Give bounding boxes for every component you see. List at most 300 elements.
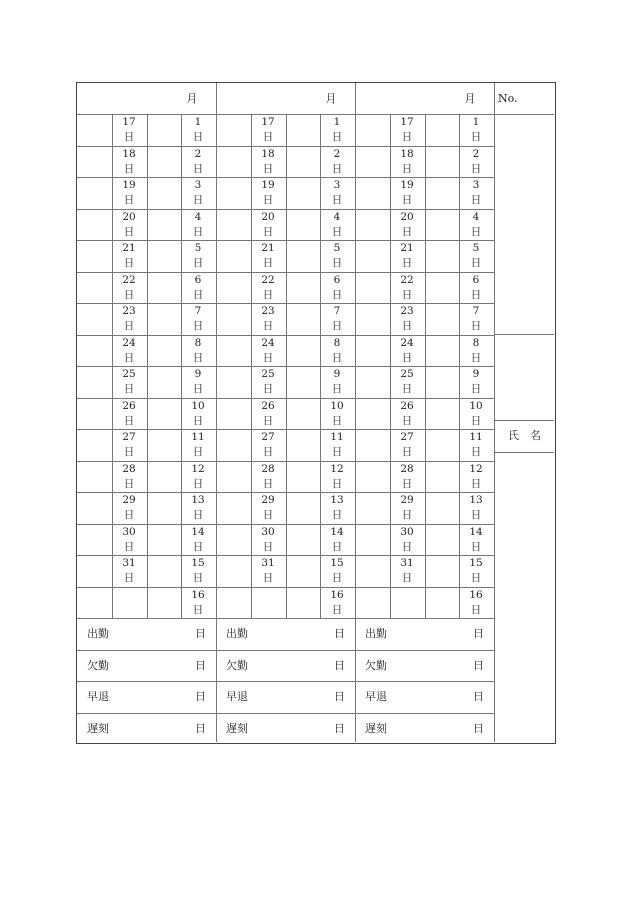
summary-unit: 日 [473,721,484,735]
month-label: 月 [464,92,476,105]
day-number-right [464,336,488,366]
day-number-right [186,178,210,208]
day-unit: 日 [192,477,204,490]
day-unit: 日 [331,320,343,332]
day-digit: 31 [122,557,136,569]
day-unit: 日 [192,414,204,427]
day-digit: 19 [122,179,136,191]
day-number-left [395,430,419,460]
day-number-right [325,273,349,303]
day-number-left [117,304,141,334]
day-digit: 28 [261,462,275,475]
day-unit: 日 [331,509,343,521]
day-digit: 26 [122,399,136,412]
day-unit: 日 [401,446,413,458]
day-digit: 8 [333,336,341,349]
day-digit: 13 [191,494,205,506]
day-digit: 15 [469,557,483,569]
day-unit: 日 [262,383,274,395]
day-unit: 日 [192,351,204,364]
day-digit: 30 [122,525,136,538]
day-row-divider [77,618,216,619]
day-unit: 日 [470,288,482,301]
day-number-right [186,367,210,397]
day-digit: 4 [472,210,480,223]
day-number-left [117,241,141,271]
day-number-right [186,399,210,429]
day-unit: 日 [192,288,204,301]
day-digit: 22 [122,273,136,286]
day-number-right [186,588,210,618]
day-number-left [256,525,280,555]
day-unit: 日 [262,288,274,301]
summary-unit: 日 [334,690,345,704]
day-digit: 1 [472,116,480,128]
day-number-left [395,525,419,555]
day-column-divider [251,114,252,618]
month-label: 月 [186,92,198,105]
right-column-divider-h [494,334,554,335]
day-unit: 日 [123,162,135,175]
summary-row-divider [355,713,494,714]
day-unit: 日 [470,383,482,395]
day-digit: 12 [330,462,344,475]
day-digit: 19 [400,179,414,191]
day-number-right [186,556,210,586]
day-unit: 日 [123,572,135,584]
day-column-divider [459,114,460,618]
day-number-right [186,493,210,523]
day-number-right [186,210,210,240]
summary-row-divider [77,681,216,682]
day-digit: 2 [194,147,202,160]
day-column-divider [286,114,287,618]
day-unit: 日 [192,572,204,584]
day-unit: 日 [401,383,413,395]
day-number-left [256,462,280,492]
day-number-left [117,399,141,429]
day-unit: 日 [123,194,135,206]
day-number-right [325,556,349,586]
day-unit: 日 [123,383,135,395]
day-unit: 日 [470,540,482,553]
day-digit: 9 [472,368,480,380]
day-digit: 10 [469,399,483,412]
day-number-right [186,430,210,460]
day-digit: 10 [191,399,205,412]
day-number-left [395,493,419,523]
day-unit: 日 [331,446,343,458]
day-number-right [325,304,349,334]
day-unit: 日 [262,320,274,332]
day-digit: 30 [400,525,414,538]
day-unit: 日 [401,509,413,521]
day-unit: 日 [401,288,413,301]
day-digit: 13 [469,494,483,506]
day-number-left [117,115,141,145]
day-digit: 24 [400,336,414,349]
day-number-right [464,556,488,586]
day-column-divider [147,114,148,618]
day-digit: 29 [261,494,275,506]
day-digit: 28 [122,462,136,475]
day-number-right [186,304,210,334]
day-number-right [464,147,488,177]
day-unit: 日 [192,603,204,616]
day-digit: 17 [400,116,414,128]
day-unit: 日 [331,131,343,143]
day-digit: 20 [122,210,136,223]
summary-label: 出勤 [87,627,109,640]
day-number-left [395,147,419,177]
summary-unit: 日 [195,627,206,640]
summary-label: 出勤 [226,627,248,640]
day-unit: 日 [123,509,135,521]
day-number-right [464,430,488,460]
day-digit: 8 [194,336,202,349]
day-unit: 日 [401,320,413,332]
day-unit: 日 [401,477,413,490]
day-unit: 日 [470,162,482,175]
day-digit: 29 [122,494,136,506]
day-digit: 3 [194,179,202,191]
day-unit: 日 [331,351,343,364]
day-unit: 日 [192,320,204,332]
day-digit: 29 [400,494,414,506]
day-number-left [395,367,419,397]
day-unit: 日 [192,194,204,206]
day-unit: 日 [262,194,274,206]
summary-unit: 日 [334,627,345,640]
day-unit: 日 [470,225,482,238]
day-number-right [186,525,210,555]
day-number-right [186,115,210,145]
day-digit: 6 [194,273,202,286]
day-unit: 日 [123,540,135,553]
day-number-left [117,525,141,555]
day-number-right [186,147,210,177]
day-digit: 5 [333,242,341,254]
summary-unit: 日 [195,721,206,735]
attendance-sheet [76,82,556,744]
day-number-left [395,462,419,492]
day-digit: 21 [400,242,414,254]
day-unit: 日 [470,509,482,521]
day-unit: 日 [331,477,343,490]
day-digit: 24 [261,336,275,349]
day-number-left [395,115,419,145]
day-number-right [464,525,488,555]
day-number-right [325,367,349,397]
day-number-left [395,241,419,271]
day-row-divider [355,618,494,619]
day-digit: 20 [400,210,414,223]
day-unit: 日 [401,414,413,427]
day-digit: 14 [469,525,483,538]
day-unit: 日 [401,540,413,553]
summary-unit: 日 [473,658,484,672]
summary-row-divider [355,650,494,651]
day-unit: 日 [192,225,204,238]
day-number-left [117,430,141,460]
day-digit: 16 [469,588,483,601]
day-digit: 16 [191,588,205,601]
day-number-left [395,556,419,586]
day-number-left [256,430,280,460]
day-digit: 23 [122,305,136,317]
day-number-right [186,241,210,271]
day-digit: 27 [122,431,136,443]
day-number-right [186,462,210,492]
day-digit: 26 [400,399,414,412]
day-digit: 18 [122,147,136,160]
block-divider [355,83,356,742]
day-digit: 12 [469,462,483,475]
summary-label: 欠勤 [87,658,109,672]
day-number-right [464,399,488,429]
day-unit: 日 [262,225,274,238]
day-number-left [117,147,141,177]
day-number-left [256,399,280,429]
day-number-left [117,556,141,586]
summary-label: 遅刻 [226,721,248,735]
day-unit: 日 [262,509,274,521]
day-number-right [464,178,488,208]
day-digit: 1 [333,116,341,128]
summary-unit: 日 [473,690,484,704]
day-unit: 日 [331,540,343,553]
day-unit: 日 [331,572,343,584]
day-number-right [464,115,488,145]
day-unit: 日 [470,446,482,458]
day-number-left [395,399,419,429]
day-digit: 11 [191,431,205,443]
day-number-left [117,462,141,492]
summary-label: 遅刻 [87,721,109,735]
day-digit: 19 [261,179,275,191]
day-digit: 31 [261,557,275,569]
summary-row-divider [77,713,216,714]
summary-label: 早退 [87,690,109,704]
day-digit: 30 [261,525,275,538]
day-digit: 9 [194,368,202,380]
day-unit: 日 [331,383,343,395]
day-unit: 日 [470,131,482,143]
day-digit: 26 [261,399,275,412]
day-unit: 日 [470,320,482,332]
day-unit: 日 [331,257,343,269]
day-digit: 2 [333,147,341,160]
day-digit: 11 [469,431,483,443]
day-number-right [325,399,349,429]
day-unit: 日 [262,414,274,427]
summary-unit: 日 [195,658,206,672]
day-number-right [325,588,349,618]
month-label: 月 [325,92,337,105]
day-digit: 12 [191,462,205,475]
day-number-right [464,241,488,271]
name-label-top [494,420,554,421]
summary-label: 出勤 [365,627,387,640]
day-number-right [325,493,349,523]
no-label: No. [498,92,518,105]
day-number-left [117,493,141,523]
summary-row-divider [355,681,494,682]
day-number-right [464,588,488,618]
name-label-bottom [494,452,554,453]
day-unit: 日 [192,540,204,553]
day-unit: 日 [123,414,135,427]
day-number-right [325,462,349,492]
day-digit: 15 [191,557,205,569]
day-number-right [325,430,349,460]
day-number-left [395,178,419,208]
summary-label: 欠勤 [365,658,387,672]
day-digit: 18 [400,147,414,160]
day-digit: 4 [194,210,202,223]
summary-unit: 日 [195,690,206,704]
day-number-right [464,493,488,523]
day-unit: 日 [470,414,482,427]
day-digit: 14 [330,525,344,538]
day-digit: 9 [333,368,341,380]
day-digit: 4 [333,210,341,223]
day-digit: 11 [330,431,344,443]
day-unit: 日 [470,603,482,616]
day-unit: 日 [470,572,482,584]
right-column-divider [494,83,495,742]
day-number-right [325,241,349,271]
day-column-divider [390,114,391,618]
day-number-left [256,304,280,334]
day-number-left [256,210,280,240]
day-unit: 日 [262,540,274,553]
day-unit: 日 [401,194,413,206]
day-number-right [464,304,488,334]
day-number-right [325,525,349,555]
day-number-right [186,336,210,366]
day-unit: 日 [123,320,135,332]
summary-row-divider [216,713,355,714]
day-number-right [464,210,488,240]
day-unit: 日 [470,194,482,206]
day-unit: 日 [470,351,482,364]
day-number-left [117,273,141,303]
day-digit: 21 [122,242,136,254]
day-unit: 日 [123,288,135,301]
summary-row-divider [216,650,355,651]
day-column-divider [181,114,182,618]
day-number-right [325,178,349,208]
day-unit: 日 [401,351,413,364]
day-digit: 20 [261,210,275,223]
day-unit: 日 [192,257,204,269]
day-number-left [256,493,280,523]
day-digit: 22 [400,273,414,286]
day-digit: 8 [472,336,480,349]
day-unit: 日 [331,603,343,616]
day-number-right [325,147,349,177]
day-digit: 6 [472,273,480,286]
day-unit: 日 [331,162,343,175]
summary-row-divider [77,650,216,651]
day-unit: 日 [401,257,413,269]
day-number-left [256,178,280,208]
day-digit: 5 [194,242,202,254]
day-unit: 日 [262,162,274,175]
day-digit: 22 [261,273,275,286]
block-divider [216,83,217,742]
summary-unit: 日 [334,721,345,735]
summary-label: 遅刻 [365,721,387,735]
day-unit: 日 [192,383,204,395]
summary-label: 早退 [226,690,248,704]
day-digit: 16 [330,588,344,601]
day-unit: 日 [192,509,204,521]
day-digit: 7 [333,305,341,317]
day-unit: 日 [123,257,135,269]
day-number-left [256,336,280,366]
day-digit: 14 [191,525,205,538]
day-number-right [464,462,488,492]
day-number-left [256,273,280,303]
day-digit: 17 [122,116,136,128]
day-unit: 日 [401,225,413,238]
day-digit: 10 [330,399,344,412]
day-unit: 日 [331,225,343,238]
day-digit: 3 [333,179,341,191]
day-number-left [117,210,141,240]
day-number-left [256,241,280,271]
day-number-left [256,556,280,586]
summary-row-divider [216,681,355,682]
day-number-left [117,178,141,208]
day-row-divider [216,618,355,619]
day-digit: 23 [261,305,275,317]
day-unit: 日 [192,162,204,175]
name-label: 氏 名 [508,429,541,442]
day-unit: 日 [123,351,135,364]
day-digit: 6 [333,273,341,286]
day-number-left [117,336,141,366]
day-number-right [464,367,488,397]
day-number-left [256,367,280,397]
day-unit: 日 [470,257,482,269]
day-unit: 日 [262,477,274,490]
day-unit: 日 [262,446,274,458]
day-number-left [256,147,280,177]
day-unit: 日 [262,257,274,269]
day-digit: 25 [122,368,136,380]
day-digit: 21 [261,242,275,254]
day-digit: 25 [400,368,414,380]
day-unit: 日 [123,225,135,238]
day-digit: 18 [261,147,275,160]
day-digit: 3 [472,179,480,191]
day-number-left [256,115,280,145]
summary-unit: 日 [473,627,484,640]
day-unit: 日 [262,572,274,584]
day-digit: 1 [194,116,202,128]
day-number-left [395,336,419,366]
day-number-right [325,210,349,240]
day-digit: 2 [472,147,480,160]
day-unit: 日 [123,131,135,143]
day-number-right [325,336,349,366]
day-digit: 15 [330,557,344,569]
day-number-left [395,210,419,240]
day-number-left [395,304,419,334]
